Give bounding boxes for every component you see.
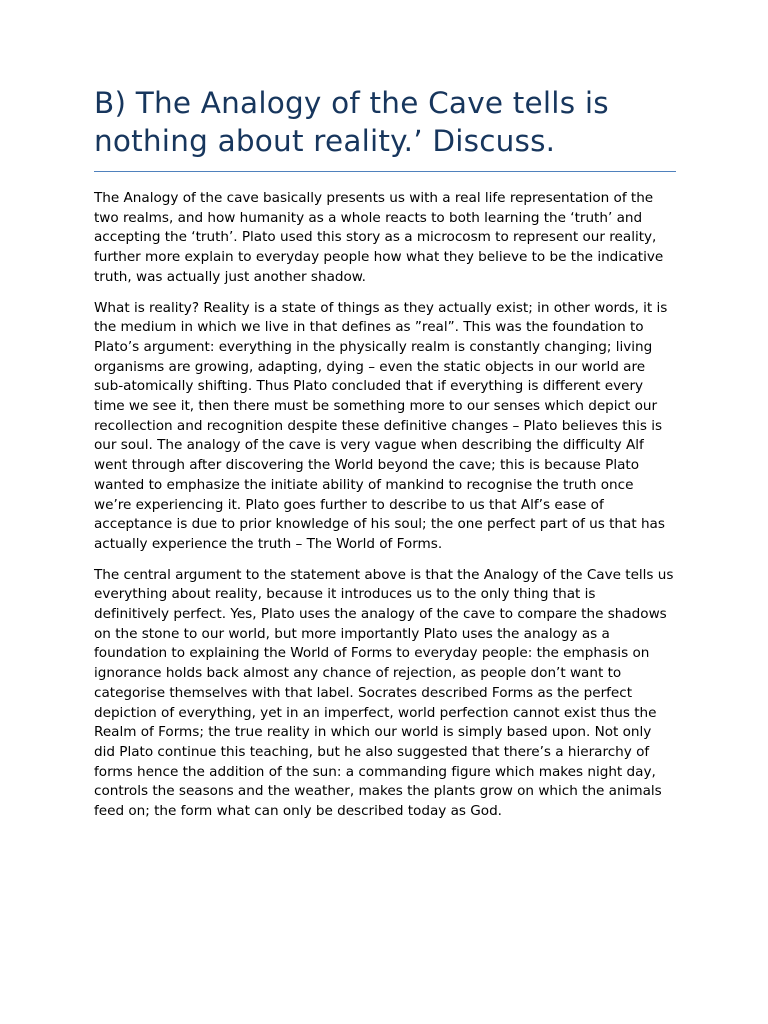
paragraph-intro: The Analogy of the cave basically presents us with a real life representation of the two realms, and how humanity as a whole reacts to both learning the ‘truth’ and accepting the ‘truth’. Plato used this story as a microcosm to represent our reality, further more explain to everyday people how what they believe to be the indicative truth, was actually just another shadow. xyxy=(94,190,664,285)
paragraph-reality: What is reality? Reality is a state of things as they actually exist; in other words, it is the medium in which we live in that defines as ”real”. This was the foundation to Plato’s argument: everything in the physically realm is constantly changing; living organisms are growing, adapting, dying – even the static objects in our world are sub-atomically shifting. Thus Plato concluded that if everything is different every time we see it, then there must be something more to our senses which depict our recollection and recognition despite these definitive changes – Plato believes this is our soul. The analogy of the cave is very vague when describing the difficulty Alf went through after discovering the World beyond the cave; this is because Plato wanted to emphasize the initiate ability of mankind to recognise the truth once we’re experiencing it. Plato goes further to describe to us that Alf’s ease of acceptance is due to prior knowledge of his soul; the one perfect part of us that has actually experience the truth – The World of Forms. xyxy=(94,299,668,552)
paragraph-central-argument: The central argument to the statement above is that the Analogy of the Cave tells us everything about reality, because it introduces us to the only thing that is definitively perfect. Yes, Plato uses the analogy of the cave to compare the shadows on the stone to our world, but more importantly Plato uses the analogy as a foundation to explaining the World of Forms to everyday people: the emphasis on ignorance holds back almost any chance of rejection, as people don’t want to categorise themselves with that label. Socrates described Forms as the perfect depiction of everything, yet in an imperfect, world perfection cannot exist thus the Realm of Forms; the true reality in which our world is simply based upon. Not only did Plato continue this teaching, but he also suggested that there’s a hierarchy of forms hence the addition of the sun: a commanding figure which makes night day, controls the seasons and the weather, makes the plants grow on which the animals feed on; the form what can only be described today as God. xyxy=(94,566,674,820)
title-underline xyxy=(94,171,676,172)
document-body xyxy=(94,189,674,822)
document-title: B) The Analogy of the Cave tells is nothing about reality.’ Discuss. xyxy=(94,86,609,158)
